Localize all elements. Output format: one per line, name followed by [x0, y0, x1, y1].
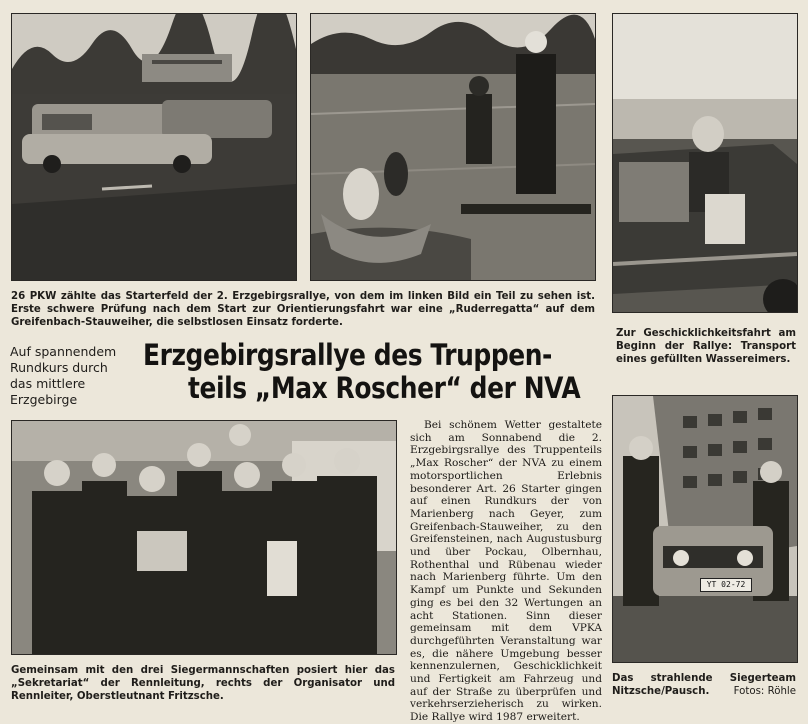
winners-illustration	[613, 396, 797, 662]
regatta-illustration	[311, 14, 595, 280]
photo-bucket-transport	[612, 13, 798, 313]
caption-winners	[612, 672, 796, 698]
photo-credit: Fotos: Röhle	[733, 686, 796, 697]
bucket-transport-illustration	[613, 14, 797, 312]
kicker-line-1: Auf spannendem	[10, 344, 117, 359]
headline-line-2: teils „Max Roscher“ der NVA	[188, 371, 581, 405]
photo-winners	[612, 395, 798, 663]
photo-group	[11, 420, 397, 655]
caption-winners-line-2	[612, 685, 796, 698]
winners-names: Nitzsche/Pausch.	[612, 686, 710, 697]
caption-winners-line-1: Das strahlende Siegerteam	[612, 673, 796, 684]
kicker	[10, 344, 130, 408]
group-illustration	[12, 421, 396, 654]
headline-line-1: Erzgebirgsrallye des Truppen-	[143, 338, 552, 372]
article-body: Bei schönem Wetter gestaltete sich am Sonnabend die 2. Erzgebirgsrallye des Truppenteils „Max Roscher“ der NVA zu einem motorsportlichen Erlebnis besonderer Art. 26 Starter gingen auf einen Rundkurs der von Marienberg nach Geyer, zum Greifenbach-Stauweiher, zu den Greifensteinen, nach Augustusburg und über Pockau, Olbernhau, Rothenthal und Rübenau wieder nach Marienberg führte. Um den Kampf um Punkte und Sekunden ging es bei den 32 Wertungen an acht Stationen. Sinn dieser gemeinsam mit dem VPKA durchgeführten Veranstaltung war es, die nähere Umgebung besser kennenzulernen, Geschicklichkeit und Fertigkeit am Fahrzeug und auf der Straße zu überprüfen und verkehrserzieherisch zu wirken. Die Rallye wird 1987 erweitert.	[410, 419, 602, 724]
caption-top: 26 PKW zählte das Starterfeld der 2. Erzgebirgsrallye, von dem im linken Bild ein Teil zu sehen ist. Erste schwere Prüfung nach dem Start zur Orientierungsfahrt war eine „Ruderregatta“ auf dem Greifenbach-Stauweiher, die selbstlosen Einsatz forderte.	[11, 291, 595, 328]
kicker-line-3: das mittlere	[10, 376, 86, 391]
license-plate: YT 02-72	[700, 578, 752, 592]
caption-bucket: Zur Geschicklichkeitsfahrt am Beginn der Rallye: Transport eines gefüllten Wassereimers.	[616, 328, 796, 365]
photo-regatta	[310, 13, 596, 281]
caption-group: Gemeinsam mit den drei Siegermannschaften posiert hier das „Sekretariat“ der Rennleitung, rechts der Organisator und Rennleiter, Oberstleutnant Fritzsche.	[11, 665, 395, 702]
photo-parking-lot	[11, 13, 297, 281]
kicker-line-4: Erzgebirge	[10, 392, 78, 407]
parking-lot-illustration	[12, 14, 296, 280]
kicker-line-2: Rundkurs durch	[10, 360, 108, 375]
